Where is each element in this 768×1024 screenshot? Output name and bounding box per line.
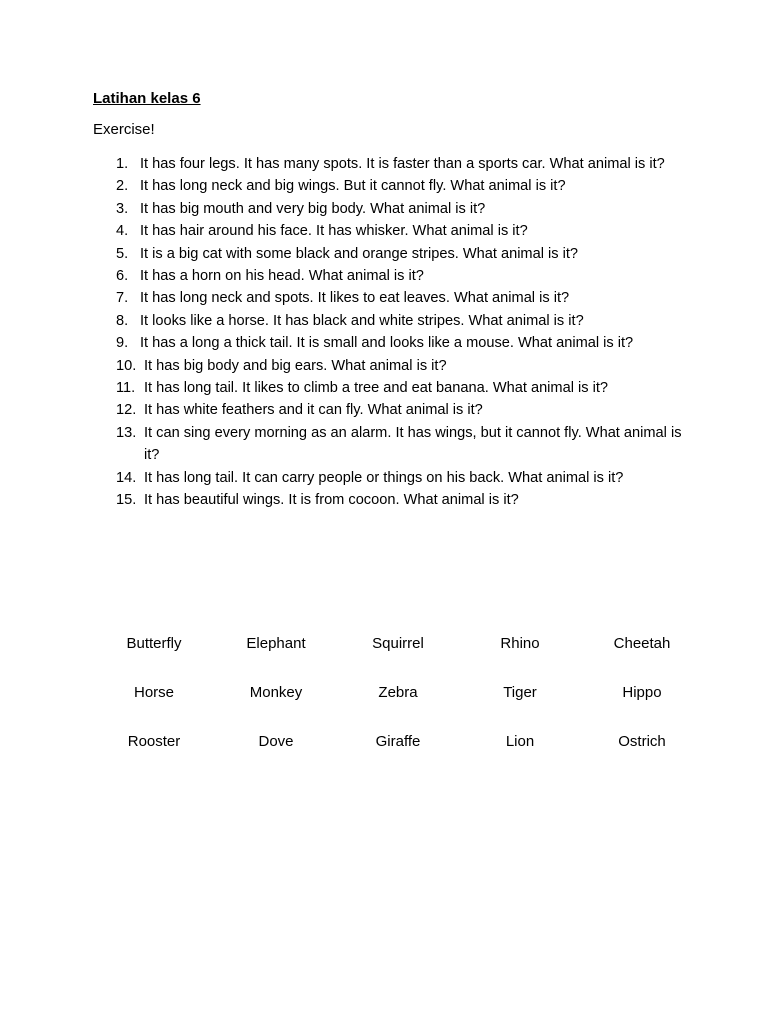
question-item	[0, 332, 768, 354]
question-item	[0, 310, 768, 332]
question-text: It has long neck and spots. It likes to eat leaves. What animal is it?	[140, 290, 570, 307]
question-item	[0, 265, 768, 287]
word-bank-item: Squirrel	[372, 635, 424, 652]
question-number: 5.	[116, 245, 129, 262]
question-text: It has four legs. It has many spots. It is faster than a sports car. What animal is it?	[140, 156, 665, 172]
word-bank-item: Tiger	[503, 684, 537, 701]
question-number: 11.	[116, 380, 136, 397]
question-text: It has long tail. It can carry people or things on his back. What animal is it?	[144, 469, 624, 486]
question-item	[0, 287, 768, 309]
question-item	[0, 198, 768, 220]
question-item	[0, 355, 768, 377]
question-text: It has hair around his face. It has whisker. What animal is it?	[140, 223, 528, 240]
question-text: It has white feathers and it can fly. What animal is it?	[144, 402, 483, 419]
question-number: 1.	[116, 156, 129, 172]
word-bank-item: Ostrich	[618, 733, 666, 750]
question-number: 9.	[116, 335, 129, 352]
question-text: It has beautiful wings. It is from cocoon. What animal is it?	[144, 492, 519, 509]
word-bank-row	[93, 682, 703, 731]
word-bank-item: Rooster	[127, 733, 181, 750]
question-number: 12.	[116, 402, 137, 419]
word-bank-item: Giraffe	[375, 733, 421, 750]
question-item	[0, 175, 768, 197]
question-number: 3.	[116, 200, 129, 217]
question-number: 4.	[116, 223, 129, 240]
question-text: It has big mouth and very big body. What animal is it?	[140, 200, 486, 217]
question-text: It has a long a thick tail. It is small and looks like a mouse. What animal is it?	[140, 335, 634, 352]
question-text: It has a horn on his head. What animal is it?	[140, 268, 424, 285]
word-bank-item: Cheetah	[613, 635, 671, 652]
question-item	[0, 399, 768, 421]
word-bank-item: Lion	[505, 733, 535, 750]
question-number: 6.	[116, 268, 129, 285]
question-number: 7.	[116, 290, 129, 307]
question-text: It has long tail. It likes to climb a tree and eat banana. What animal is it?	[144, 380, 608, 397]
question-number: 2.	[116, 178, 129, 195]
question-text: It looks like a horse. It has black and white stripes. What animal is it?	[140, 312, 584, 329]
question-number: 10.	[116, 357, 137, 374]
word-bank-row	[93, 633, 703, 682]
word-bank-item: Dove	[258, 733, 294, 750]
word-bank-row	[93, 731, 703, 780]
question-text: It can sing every morning as an alarm. It has wings, but it cannot fly. What animal is it?	[144, 424, 682, 464]
question-item	[0, 377, 768, 399]
document-subtitle: Exercise!	[93, 121, 155, 138]
question-list	[0, 153, 768, 512]
word-bank-item: Zebra	[378, 684, 418, 701]
question-number: 13.	[116, 424, 137, 441]
question-number: 8.	[116, 312, 129, 329]
question-item	[0, 153, 768, 175]
word-bank-item: Hippo	[622, 684, 662, 701]
document-title: Latihan kelas 6	[93, 90, 201, 107]
question-number: 14.	[116, 469, 137, 486]
question-text: It has long neck and big wings. But it cannot fly. What animal is it?	[140, 178, 566, 195]
question-item	[0, 243, 768, 265]
word-bank-item: Monkey	[249, 684, 303, 701]
word-bank	[93, 633, 703, 780]
question-item	[0, 467, 768, 489]
question-item	[0, 422, 768, 467]
word-bank-item: Rhino	[500, 635, 540, 652]
question-number: 15.	[116, 492, 137, 509]
word-bank-item: Butterfly	[126, 635, 182, 652]
question-item	[0, 220, 768, 242]
question-item	[0, 489, 768, 511]
question-text: It has big body and big ears. What animal is it?	[144, 357, 447, 374]
question-text: It is a big cat with some black and orange stripes. What animal is it?	[140, 245, 579, 262]
word-bank-item: Elephant	[246, 635, 306, 652]
word-bank-item: Horse	[133, 684, 174, 701]
